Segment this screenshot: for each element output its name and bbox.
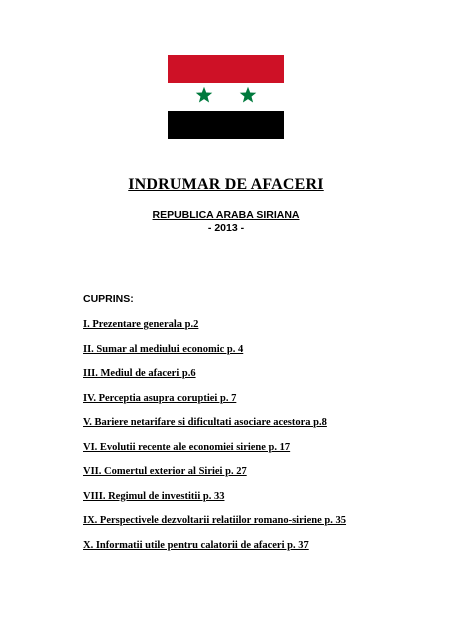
- document-subtitle: REPUBLICA ARABA SIRIANA: [152, 209, 300, 221]
- toc-heading: CUPRINS:: [83, 293, 134, 305]
- toc-item[interactable]: III. Mediul de afaceri p.6: [83, 368, 196, 379]
- toc-item[interactable]: IX. Perspectivele dezvoltarii relatiilor romano-siriene p. 35: [83, 515, 347, 526]
- toc-item[interactable]: VII. Comertul exterior al Siriei p. 27: [83, 466, 247, 477]
- table-of-contents: [83, 318, 346, 563]
- toc-item[interactable]: II. Sumar al mediului economic p. 4: [83, 343, 244, 355]
- toc-item[interactable]: IV. Perceptia asupra coruptiei p. 7: [83, 392, 237, 404]
- flag-red-stripe: [168, 55, 284, 83]
- document-title: INDRUMAR DE AFACERI: [128, 176, 324, 193]
- toc-item[interactable]: V. Bariere netarifare si dificultati asociare acestora p.8: [83, 417, 327, 428]
- flag-white-stripe: [168, 83, 284, 111]
- green-star-icon: [239, 86, 257, 104]
- green-star-icon: [195, 86, 213, 104]
- syria-flag: [168, 55, 284, 139]
- document-year: - 2013 -: [207, 222, 245, 234]
- toc-item[interactable]: X. Informatii utile pentru calatorii de afaceri p. 37: [83, 539, 309, 551]
- toc-item[interactable]: VI. Evolutii recente ale economiei siriene p. 17: [83, 441, 291, 453]
- flag-black-stripe: [168, 111, 284, 139]
- toc-item[interactable]: VIII. Regimul de investitii p. 33: [83, 490, 225, 502]
- toc-item[interactable]: I. Prezentare generala p.2: [83, 319, 199, 330]
